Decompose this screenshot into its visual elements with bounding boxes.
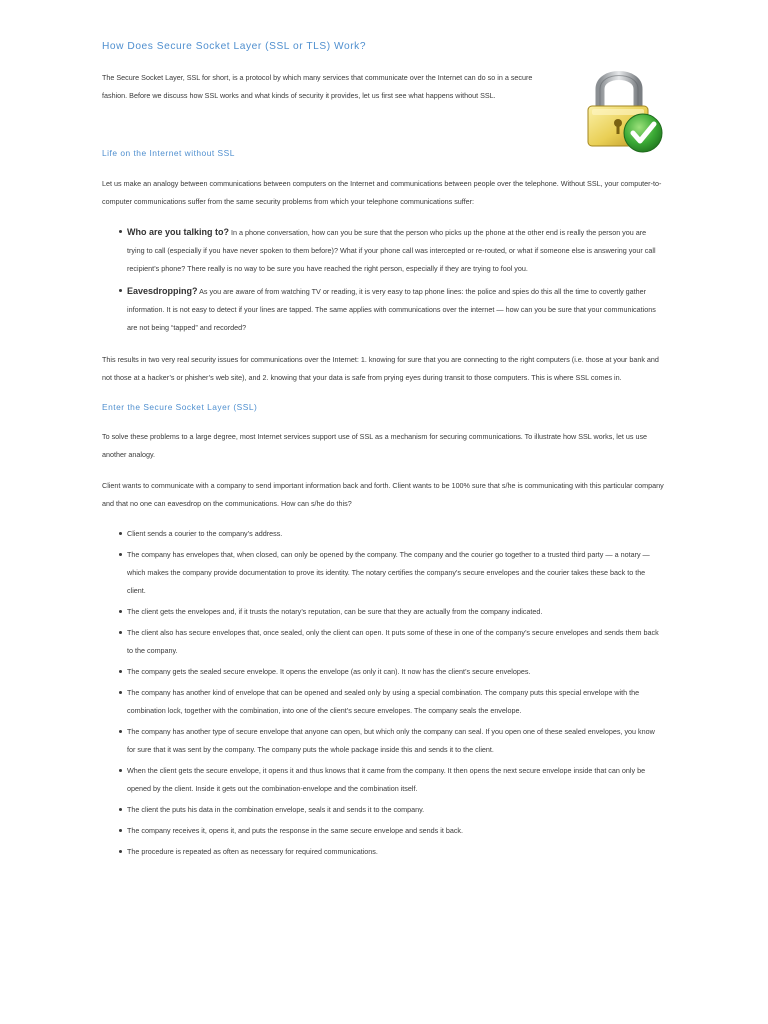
list-item: The client the puts his data in the combination envelope, seals it and sends it to the company. — [127, 801, 664, 819]
list-item: The client also has secure envelopes that, once sealed, only the client can open. It puts some of these in one of the company’s secure envelopes and sends them back to the company. — [127, 624, 664, 660]
solution-paragraph: To solve these problems to a large degree, most Internet services support use of SSL as a mechanism for securing communications. To illustrate how SSL works, let us use another analogy. — [102, 432, 648, 459]
list-item: Client sends a courier to the company’s address. — [127, 525, 664, 543]
list-item — [127, 282, 664, 337]
list-item: The company gets the sealed secure envelope. It opens the envelope (as only it can). It now has the client’s secure envelopes. — [127, 663, 664, 681]
list-item: The company has envelopes that, when closed, can only be opened by the company. The company and the courier go together to a trusted third party — a notary — which makes the company provide documentation to prove its identity. The notary certifies the company’s secure envelopes and the courier takes these back to the client. — [127, 546, 664, 600]
list-item — [127, 223, 664, 278]
list-item-text: In a phone conversation, how can you be sure that the person who picks up the phone at the other end is really the person you are trying to call (especially if you have never spoken to them before)? What if your phone call was intercepted or re-routed, or what if someone else is answering your call recipient’s phone? There really is no way to be sure you have reached the right person, especially if they are trying to fool you. — [127, 228, 656, 273]
document — [102, 40, 664, 861]
list-item: The company has another kind of envelope that can be opened and sealed only by using a special combination. The company puts this special envelope with the combination lock, together with the combination, into one of the client’s secure envelopes. The company seals the envelope. — [127, 684, 664, 720]
list-item: The client gets the envelopes and, if it trusts the notary’s reputation, can be sure that they are actually from the company indicated. — [127, 603, 664, 621]
list-item-lead: Who are you talking to? — [127, 227, 230, 237]
intro-paragraph: The Secure Socket Layer, SSL for short, is a protocol by which many services that communicate over the Internet can do so in a secure fashion. Before we discuss how SSL works and what kinds of security it provides, let us first see what happens without SSL. — [102, 73, 533, 100]
page-title: How Does Secure Socket Layer (SSL or TLS) Work? — [102, 41, 367, 52]
threat-list — [102, 223, 664, 337]
section-heading-without-ssl: Life on the Internet without SSL — [102, 148, 235, 158]
section-heading-enter-ssl: Enter the Secure Socket Layer (SSL) — [102, 402, 258, 412]
client-paragraph: Client wants to communicate with a company to send important information back and forth. Client wants to be 100% sure that s/he is communicating with this particular company and that no one can eavesdrop on the communications. How can s/he do this? — [102, 481, 664, 508]
list-item-text: As you are aware of from watching TV or reading, it is very easy to tap phone lines: the police and spies do this all the time to covertly gather information. It is not easy to detect if your lines are tapped. The same applies with communications over the internet — how can you be sure that your communications are not being “tapped” and recorded? — [127, 287, 656, 332]
list-item: When the client gets the secure envelope, it opens it and thus knows that it came from the company. It then opens the next secure envelope inside that can only be opened by the client. Inside it gets out the combination-envelope and the combination itself. — [127, 762, 664, 798]
list-item: The procedure is repeated as often as necessary for required communications. — [127, 843, 664, 861]
list-item: The company receives it, opens it, and puts the response in the same secure envelope and sends it back. — [127, 822, 664, 840]
security-issues-paragraph: This results in two very real security issues for communications over the Internet: 1. knowing for sure that you are connecting to the right computers (i.e. those at your bank and not those at a hacker’s or phisher’s web site), and 2. knowing that your data is safe from prying eyes during transit to those computers. This is where SSL comes in. — [102, 355, 659, 382]
list-item-lead: Eavesdropping? — [127, 286, 198, 296]
analogy-paragraph: Let us make an analogy between communications between computers on the Internet and communications between people over the telephone. Without SSL, your computer-to-computer communications suffer from the same security problems from which your telephone communications suffer: — [102, 179, 662, 206]
ssl-steps-list — [102, 525, 664, 861]
list-item: The company has another type of secure envelope that anyone can open, but which only the company can seal. If you open one of these sealed envelopes, you know for sure that it was sent by the company. The company puts the whole package inside this and sends it to the client. — [127, 723, 664, 759]
